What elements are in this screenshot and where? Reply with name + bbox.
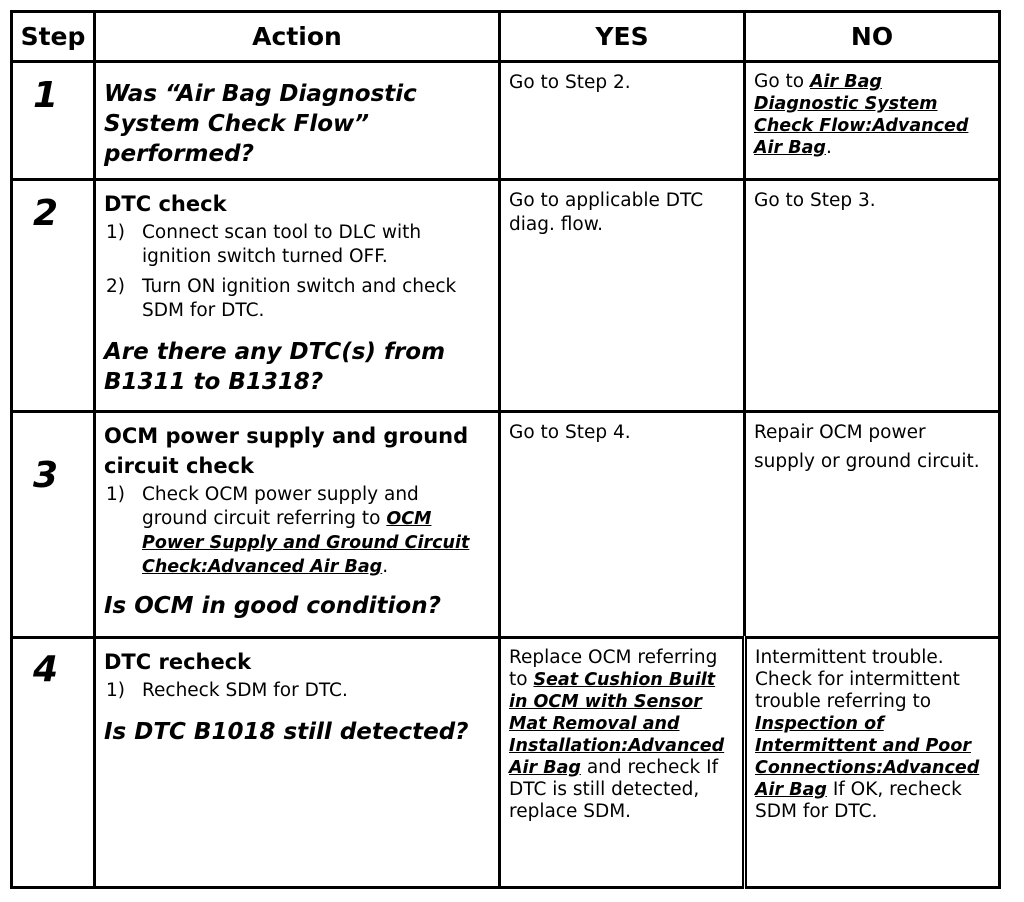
header-step: Step <box>12 12 95 62</box>
yes-cell <box>500 62 745 180</box>
table-row <box>12 412 1000 638</box>
yes-cell <box>500 180 745 412</box>
action-cell <box>95 180 500 412</box>
yes-text: Replace OCM referring to <box>509 647 718 690</box>
step-question: Is OCM in good condition? <box>104 593 441 619</box>
list-item: 1) Connect scan tool to DLC with ignition switch turned OFF. <box>106 222 422 267</box>
seat-cushion-ocm-link[interactable]: Seat Cushion Built in OCM with Sensor Mat Removal and Installation:Advanced Air Bag <box>509 670 725 778</box>
no-text: Go to Step 3. <box>754 190 876 211</box>
header-yes: YES <box>500 12 745 62</box>
diagnostic-flow-table <box>10 10 1001 889</box>
no-text: Intermittent trouble. Check for intermittent trouble referring to <box>755 647 960 712</box>
yes-suffix: and recheck If DTC is still detected, replace SDM. <box>509 757 719 822</box>
ocm-power-supply-link[interactable]: OCM Power Supply and Ground Circuit Check:Advanced Air Bag <box>142 509 470 577</box>
table-row <box>12 638 1000 888</box>
air-bag-diagnostic-link[interactable]: Air Bag Diagnostic System Check Flow:Advanced Air Bag <box>754 72 969 158</box>
step-cell <box>12 180 95 412</box>
step-title: DTC recheck <box>104 650 252 674</box>
yes-text: Go to applicable DTC diag. flow. <box>509 190 704 235</box>
action-cell <box>95 412 500 638</box>
yes-text: Go to Step 4. <box>509 422 631 443</box>
no-cell <box>745 62 1000 180</box>
no-cell <box>745 412 1000 638</box>
no-suffix: . <box>825 137 832 158</box>
step-title: OCM power supply and ground circuit check <box>104 424 469 478</box>
yes-text: Go to Step 2. <box>509 72 631 93</box>
step-cell <box>12 638 95 888</box>
list-item: 1) Check OCM power supply and ground circuit referring to OCM Power Supply and Ground Circuit Check:Advanced Air Bag. <box>106 484 470 577</box>
table-row <box>12 180 1000 412</box>
list-item: 2) Turn ON ignition switch and check SDM for DTC. <box>106 276 457 321</box>
step-cell <box>12 62 95 180</box>
step-question: Is DTC B1018 still detected? <box>104 719 469 745</box>
yes-cell <box>500 638 745 888</box>
step-number: 4 <box>33 649 59 690</box>
table-row <box>12 62 1000 180</box>
step-question: Are there any DTC(s) from B1311 to B1318? <box>104 339 446 395</box>
step-instructions <box>104 679 490 703</box>
action-cell <box>95 62 500 180</box>
header-action: Action <box>95 12 500 62</box>
step-cell <box>12 412 95 638</box>
no-suffix: If OK, recheck SDM for DTC. <box>755 779 962 822</box>
step-number: 3 <box>33 455 59 496</box>
intermittent-inspection-link[interactable]: Inspection of Intermittent and Poor Connections:Advanced Air Bag <box>755 714 980 800</box>
header-row <box>12 12 1000 62</box>
header-no: NO <box>745 12 1000 62</box>
action-cell <box>95 638 500 888</box>
step-number: 1 <box>33 75 59 116</box>
step-title: DTC check <box>104 192 227 216</box>
step-instructions <box>104 221 490 323</box>
no-text: Go to <box>754 71 810 92</box>
yes-cell <box>500 412 745 638</box>
step-number: 2 <box>33 193 59 234</box>
no-text-line2: supply or ground circuit. <box>754 451 980 472</box>
no-cell <box>745 180 1000 412</box>
no-cell <box>745 638 1000 888</box>
no-text-line1: Repair OCM power <box>754 422 926 443</box>
list-item: 1) Recheck SDM for DTC. <box>106 680 348 701</box>
step-question: Was “Air Bag Diagnostic System Check Flow” performed? <box>104 81 417 167</box>
step-instructions <box>104 483 490 579</box>
